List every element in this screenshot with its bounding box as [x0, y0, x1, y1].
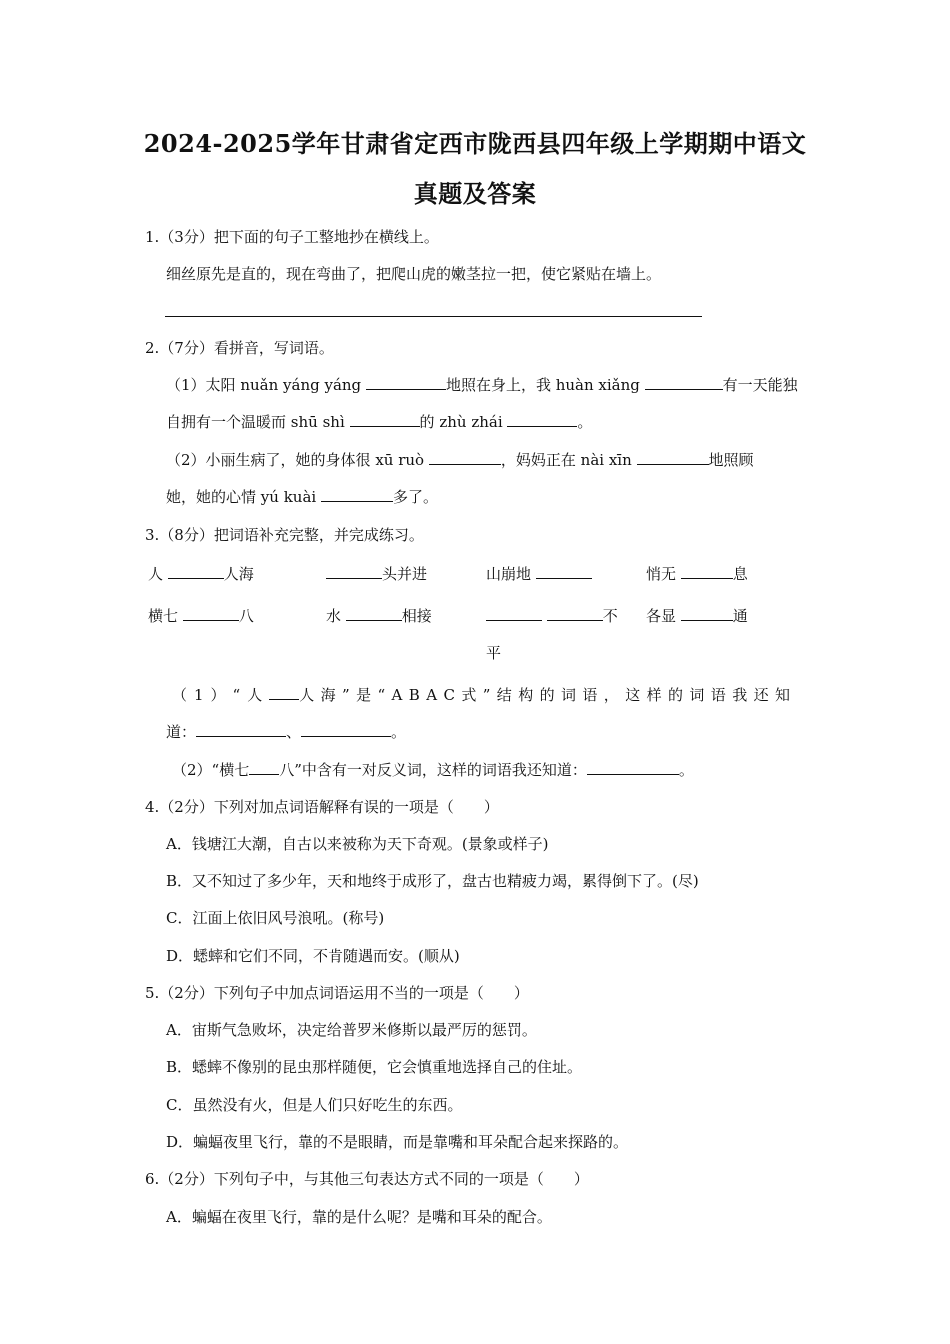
q4-option-a[interactable]: A．钱塘江大潮，自古以来被称为天下奇观。(景象或样子) [166, 835, 549, 853]
q4-option-b[interactable]: B．又不知过了多少年，天和地终于成形了，盘古也精疲力竭，累得倒下了。(尽) [166, 872, 699, 890]
idiom-text: 山崩地 [486, 565, 532, 583]
answer-blank[interactable] [681, 606, 733, 621]
answer-blank[interactable] [536, 564, 592, 579]
q1-answer-line [165, 316, 702, 317]
idiom-4 [646, 563, 748, 584]
answer-blank[interactable] [249, 760, 279, 775]
q2-text: 有一天能独 [722, 376, 798, 394]
q3-stem: 3.（8分）把词语补充完整，并完成练习。 [145, 526, 424, 544]
idiom-text: 各显 [646, 607, 677, 625]
idiom-text: 横七 [148, 607, 179, 625]
q5-option-b[interactable]: B．蟋蟀不像别的昆虫那样随便，它会慎重地选择自己的住址。 [166, 1058, 583, 1076]
idiom-1 [148, 563, 254, 584]
answer-blank[interactable] [429, 450, 501, 465]
q2-part2-line1 [166, 449, 754, 470]
answer-blank[interactable] [587, 760, 679, 775]
q2-stem: 2.（7分）看拼音，写词语。 [145, 339, 334, 357]
idiom-text: 头并进 [382, 565, 428, 583]
doc-title-line2: 真题及答案 [413, 179, 537, 208]
answer-blank[interactable] [301, 722, 391, 737]
q2-text: ，妈妈正在 [500, 451, 576, 469]
q5-option-a[interactable]: A．宙斯气急败坏，决定给普罗米修斯以最严厉的惩罚。 [166, 1021, 537, 1039]
q4-stem: 4.（2分）下列对加点词语解释有误的一项是（ ） [145, 798, 499, 816]
q1-stem: 1.（3分）把下面的句子工整地抄在横线上。 [145, 228, 439, 246]
answer-blank[interactable] [269, 685, 299, 700]
idiom-text: 相接 [401, 607, 432, 625]
q2-part1-line2 [166, 411, 592, 432]
pinyin: yú kuài [260, 488, 317, 506]
q5-option-d[interactable]: D．蝙蝠夜里飞行，靠的不是眼睛，而是靠嘴和耳朵配合起来探路的。 [166, 1133, 629, 1151]
q3-sub1-line1 [172, 684, 796, 705]
q3-sub2 [172, 759, 694, 780]
q3-text: 。 [678, 761, 694, 779]
q3-sub1-line2 [166, 721, 406, 742]
idiom-3 [486, 563, 592, 584]
doc-title-line1: 2024-2025学年甘肃省定西市陇西县四年级上学期期中语文 [143, 129, 807, 158]
q4-option-d[interactable]: D．蟋蟀和它们不同，不肯随遇而安。(顺从) [166, 947, 460, 965]
answer-blank[interactable] [486, 606, 542, 621]
q2-part1-line1 [166, 374, 798, 395]
q2-text: 多了。 [392, 488, 438, 506]
q4-option-c[interactable]: C．江面上依旧风号浪吼。(称号) [166, 909, 385, 927]
q2-text: 自拥有一个温暖而 [166, 413, 287, 431]
q2-text: 。 [577, 413, 593, 431]
q3-text: （2）“横七 [172, 761, 250, 779]
q2-text: （2）小丽生病了，她的身体很 [166, 451, 371, 469]
q3-text: 八”中含有一对反义词，这样的词语我还知道： [279, 761, 587, 779]
q3-text: （1）“人 [172, 686, 270, 704]
answer-blank[interactable] [346, 606, 402, 621]
q1-sentence: 细丝原先是直的，现在弯曲了，把爬山虎的嫩茎拉一把，使它紧贴在墙上。 [166, 265, 662, 283]
q2-text: （1）太阳 [166, 376, 236, 394]
pinyin: huàn xiǎng [555, 376, 640, 394]
answer-blank[interactable] [645, 375, 723, 390]
q3-text: 道： [166, 723, 197, 741]
idiom-text: 通 [732, 607, 748, 625]
answer-blank[interactable] [196, 722, 286, 737]
idiom-text: 悄无 [646, 565, 677, 583]
q2-part2-line2 [166, 486, 438, 507]
q3-text: 人海”是“ABAC式”结构的词语，这样的词语我还知 [299, 686, 797, 704]
answer-blank[interactable] [547, 606, 603, 621]
idiom-7 [486, 605, 618, 626]
idiom-text: 人海 [223, 565, 254, 583]
idiom-8 [646, 605, 748, 626]
idiom-text: 水 [326, 607, 342, 625]
answer-blank[interactable] [366, 375, 446, 390]
q5-stem: 5.（2分）下列句子中加点词语运用不当的一项是（ ） [145, 984, 529, 1002]
q5-option-c[interactable]: C．虽然没有火，但是人们只好吃生的东西。 [166, 1096, 463, 1114]
idiom-text: 人 [148, 565, 164, 583]
q2-text: 的 [419, 413, 435, 431]
answer-blank[interactable] [183, 606, 239, 621]
answer-blank[interactable] [168, 564, 224, 579]
answer-blank[interactable] [507, 412, 577, 427]
idiom-5 [148, 605, 254, 626]
idiom-6 [326, 605, 432, 626]
q3-text: 。 [391, 723, 407, 741]
q2-text: 地照顾 [708, 451, 754, 469]
answer-blank[interactable] [321, 487, 393, 502]
q3-text: 、 [286, 723, 302, 741]
q6-stem: 6.（2分）下列句子中，与其他三句表达方式不同的一项是（ ） [145, 1170, 589, 1188]
answer-blank[interactable] [350, 412, 420, 427]
idiom-7-wrap: 平 [486, 644, 502, 662]
q2-text: 她，她的心情 [166, 488, 257, 506]
idiom-text: 不 [602, 607, 618, 625]
pinyin: xū ruò [375, 451, 425, 469]
answer-blank[interactable] [637, 450, 709, 465]
idiom-text: 八 [238, 607, 254, 625]
pinyin: shū shì [290, 413, 345, 431]
answer-blank[interactable] [326, 564, 382, 579]
pinyin: zhù zhái [439, 413, 503, 431]
q2-text: 地照在身上，我 [445, 376, 551, 394]
answer-blank[interactable] [681, 564, 733, 579]
idiom-text: 息 [732, 565, 748, 583]
q6-option-a[interactable]: A．蝙蝠在夜里飞行，靠的是什么呢？是嘴和耳朵的配合。 [166, 1208, 552, 1226]
idiom-2 [326, 563, 427, 584]
pinyin: nuǎn yáng yáng [240, 376, 362, 394]
pinyin: nài xīn [580, 451, 632, 469]
